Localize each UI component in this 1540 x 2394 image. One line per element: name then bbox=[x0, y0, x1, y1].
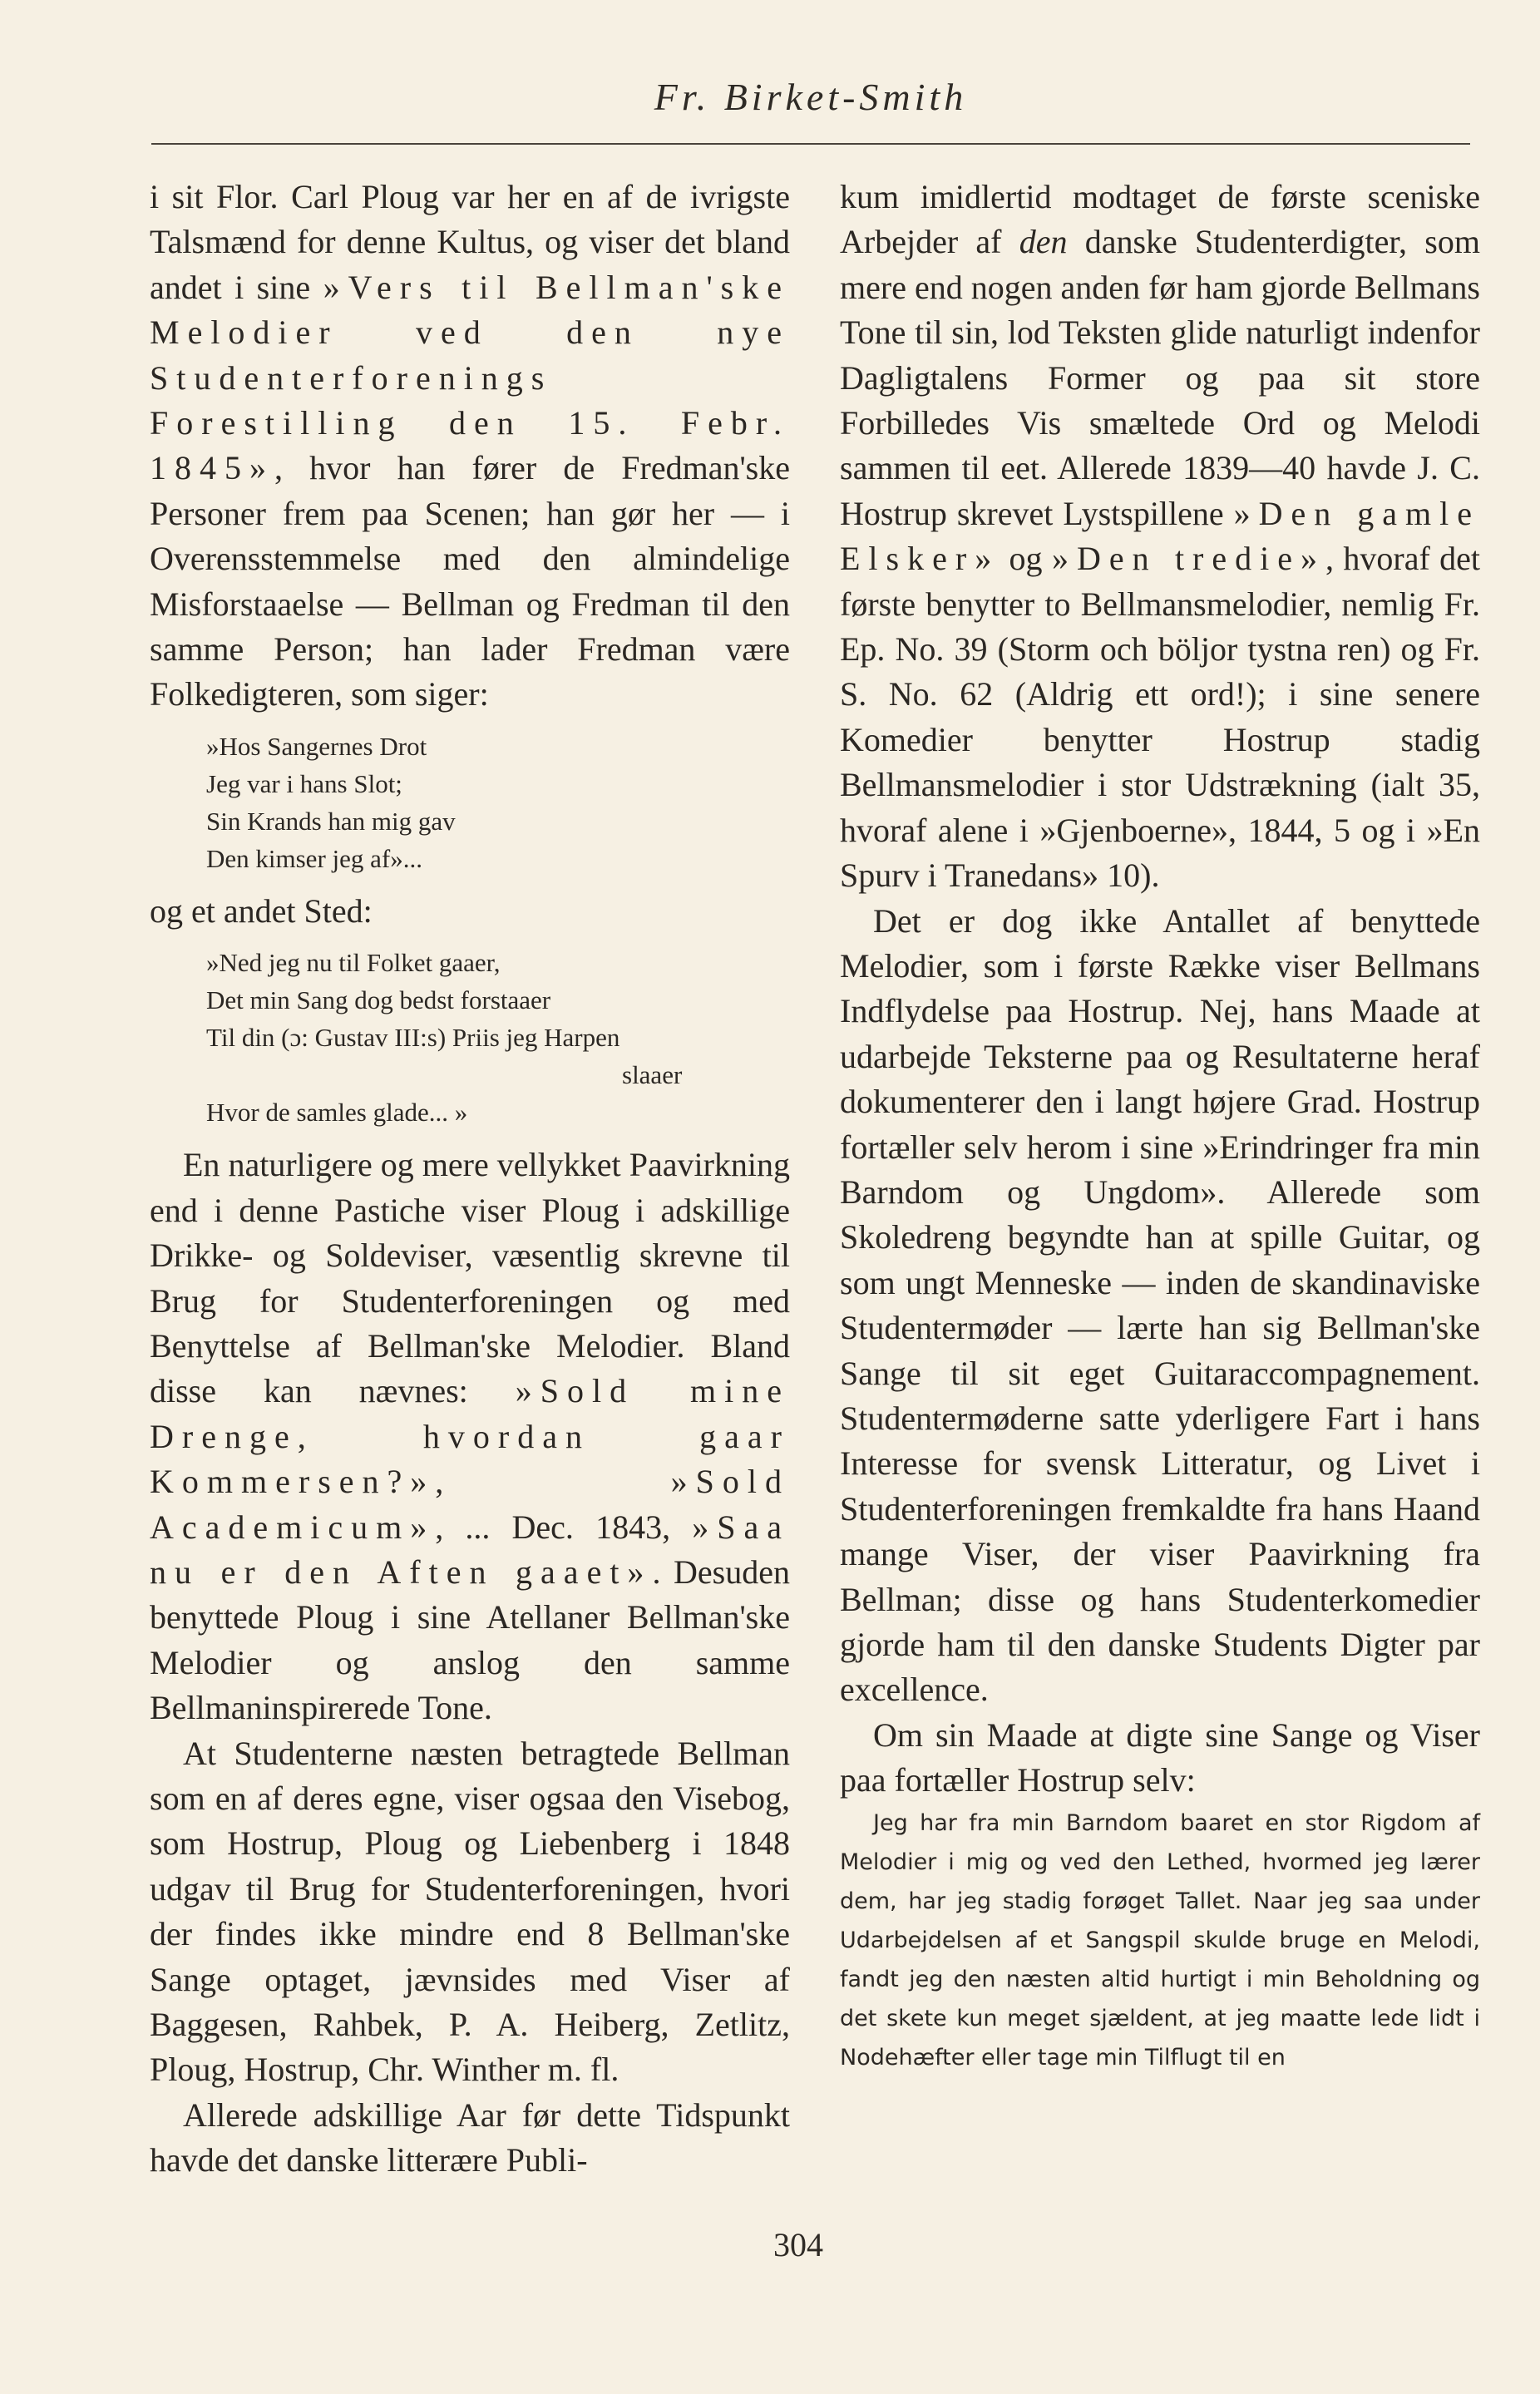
verse-line: Hvor de samles glade... » bbox=[206, 1098, 468, 1128]
paragraph: Allerede adskillige Aar før dette Tidspunkt havde det danske litterære Publi- bbox=[150, 2095, 790, 2179]
emphasis: den bbox=[1019, 223, 1068, 261]
paragraph bbox=[150, 1143, 790, 1730]
paragraph-text: , bbox=[435, 1463, 671, 1501]
paragraph-text: En naturligere og mere vellykket Paavirkning end i denne Pastiche viser Ploug i adskillige Drikke- og Soldeviser, væsentlig skrevne til Brug for Studenterforeningen og med Benyttelse af Bellman'ske Melodier. Bland disse kan nævnes: bbox=[150, 1146, 790, 1410]
verse-line: Det min Sang dog bedst forstaaer bbox=[206, 985, 551, 1015]
paragraph-text: . Desuden benyttede Ploug i sine Atellaner Bellman'ske Melodier og anslog den samme Bellmaninspirerede Tone. bbox=[150, 1552, 790, 1727]
spaced-title: »Den tredie» bbox=[1051, 540, 1326, 578]
verse-block bbox=[206, 944, 790, 1131]
running-head: Fr. Birket-Smith bbox=[654, 76, 968, 118]
spaced-title: »Vers til Bellman'ske Melodier ved den nye Studenterforenings Forestilling den 15. Febr. 1845» bbox=[150, 268, 790, 487]
block-quote: Jeg har fra min Barndom baaret en stor Rigdom af Melodier i mig og ved den Lethed, hvormed jeg lærer dem, har jeg stadig forøget Tallet. Naar jeg saa under Udarbejdelsen af et Sangspil skulde bruge en Melodi, fandt jeg den næsten altid hurtigt i min Beholdning og det skete kun meget sjældent, at jeg maatte lede lidt i Nodehæfter eller tage min Tilflugt til en bbox=[840, 1809, 1480, 2071]
spaced-title: »Den gamle Elsker» bbox=[840, 494, 1481, 578]
verse-line: Den kimser jeg af»... bbox=[206, 843, 422, 873]
paragraph-text: og bbox=[1000, 540, 1052, 578]
verse-line: Til din (ɔ: Gustav III:s) Priis jeg Harpen bbox=[206, 1023, 620, 1053]
right-column bbox=[840, 175, 1480, 2077]
verse-line: »Hos Sangernes Drot bbox=[206, 731, 427, 761]
paragraph-text: kum imidlertid modtaget de første sceniske Arbejder af bbox=[840, 178, 1480, 261]
verse-line: Sin Krands han mig gav bbox=[206, 806, 456, 836]
paragraph: og et andet Sted: bbox=[150, 891, 373, 930]
paragraph-text: , ... Dec. 1843, bbox=[435, 1508, 693, 1546]
page-number: 304 bbox=[773, 2226, 823, 2263]
paragraph: Om sin Maade at digte sine Sange og Viser paa fortæller Hostrup selv: bbox=[840, 1715, 1480, 1799]
verse-block bbox=[206, 728, 790, 877]
spaced-title: »Sold mine Drenge, hvordan gaar Kommersen?» bbox=[150, 1372, 790, 1501]
paragraph-text: , hvoraf det første benytter to Bellmansmelodier, nemlig Fr. Ep. No. 39 (Storm och böljor tystna ren) og Fr. S. No. 62 (Aldrig ett ord!); i sine senere Komedier benytter Hostrup stadig Bellmansmelodier i stor Udstrækning (ialt 35, hvoraf alene i »Gjenboerne», 1844, 5 og i »En Spurv i Tranedans» 10). bbox=[840, 540, 1481, 895]
verse-line: Jeg var i hans Slot; bbox=[206, 768, 402, 798]
verse-line: slaaer bbox=[622, 1060, 683, 1090]
paragraph: Det er dog ikke Antallet af benyttede Melodier, som i første Række viser Bellmans Indflydelse paa Hostrup. Nej, hans Maade at udarbejde Teksterne paa og Resultaterne heraf dokumenterer den i langt højere Grad. Hostrup fortæller selv herom i sine »Erindringer fra min Barndom og Ungdom». Allerede som Skoledreng begyndte han at spille Guitar, og som ungt Menneske — inden de skandinaviske Studentermøder — lærte han sig Bellman'ske Sange til sit eget Guitaraccompagnement. Studentermøderne satte yderligere Fart i hans Interesse for svensk Litteratur, og Livet i Studenterforeningen fremkaldte fra hans Haand mange Viser, der viser Paavirkning fra Bellman; disse og hans Studenterkomedier gjorde ham til den danske Students Digter par excellence. bbox=[840, 901, 1480, 1709]
spaced-title: »Sold Academicum» bbox=[150, 1463, 790, 1546]
paragraph-text: i sit Flor. Carl Ploug var her en af de ivrigste Talsmænd for denne Kultus, og viser det bland andet i sine bbox=[150, 178, 790, 306]
paragraph bbox=[840, 175, 1480, 899]
left-column bbox=[150, 175, 790, 2184]
header-rule bbox=[151, 143, 1470, 145]
paragraph: At Studenterne næsten betragtede Bellman som en af deres egne, viser ogsaa den Visebog, som Hostrup, Ploug og Liebenberg i 1848 udgav til Brug for Studenterforeningen, hvori der findes ikke mindre end 8 Bellman'ske Sange optaget, jævnsides med Viser af Baggesen, Rahbek, P. A. Heiberg, Zetlitz, Ploug, Hostrup, Chr. Winther m. fl. bbox=[150, 1734, 790, 2089]
spaced-title: »Saa nu er den Aften gaaet» bbox=[150, 1508, 790, 1591]
paragraph-text: , hvor han fører de Fredman'ske Personer frem paa Scenen; han gør her — i Overensstemmelse med den almindelige Misforstaaelse — Bellman og Fredman til den samme Person; han lader Fredman være Folkedigteren, som siger: bbox=[150, 449, 790, 713]
verse-line: »Ned jeg nu til Folket gaaer, bbox=[206, 948, 501, 978]
paragraph bbox=[150, 175, 790, 718]
paragraph-text: danske Studenterdigter, som mere end nogen anden før ham gjorde Bellmans Tone til sin, lod Teksten glide naturligt indenfor Dagligtalens Former og paa sit store Forbilledes Vis smæltede Ord og Melodi sammen til eet. Allerede 1839—40 havde J. C. Hostrup skrevet Lystspillene bbox=[840, 223, 1480, 532]
